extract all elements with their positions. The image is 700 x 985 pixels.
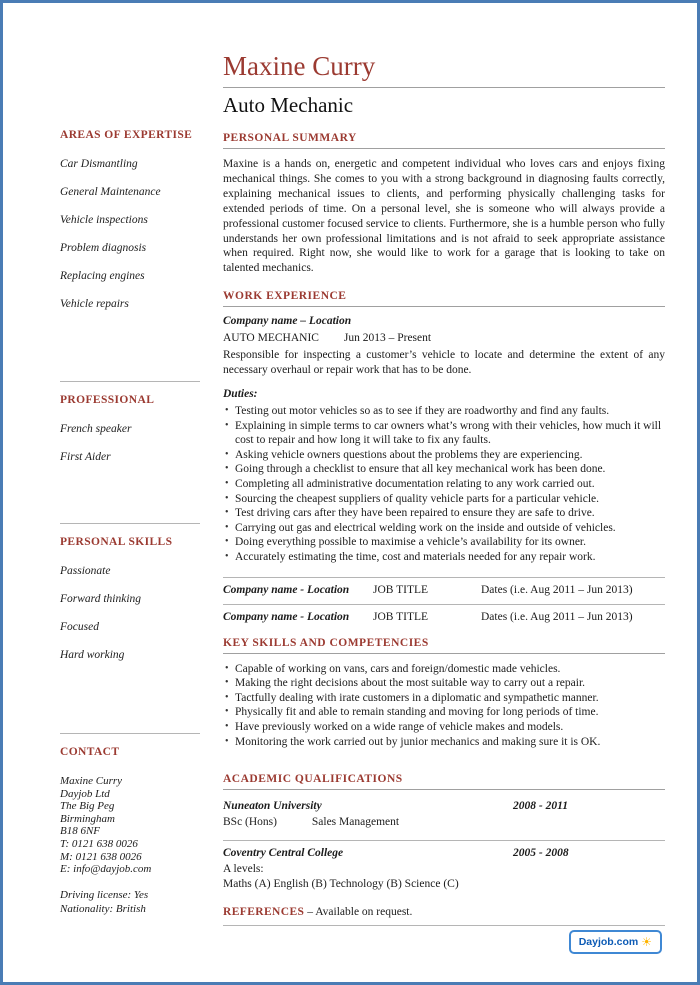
- key-skill-item: • Have previously worked on a wide range of vehicle makes and models.: [223, 720, 665, 735]
- duty-item: • Carrying out gas and electrical welding work on the inside and outside of vehicles.: [223, 521, 665, 536]
- professional-list: [60, 423, 200, 464]
- duty-item: • Explaining in simple terms to car owners what’s wrong with their vehicles, how much it will cost to repair and how long it will take to fix any faults.: [223, 419, 665, 448]
- degree-field: Sales Management: [311, 816, 400, 829]
- previous-job-row: [223, 604, 665, 623]
- personal-skill-item: Passionate: [60, 565, 111, 577]
- previous-company: Company name - Location: [223, 583, 350, 596]
- driving-license-line: Driving license: Yes: [60, 888, 149, 901]
- duty-item: • Doing everything possible to maximise a vehicle’s availability for its owner.: [223, 535, 665, 550]
- contact-line: Dayjob Ltd: [60, 787, 110, 800]
- previous-job-dates: Dates (i.e. Aug 2011 – Jun 2013): [481, 610, 633, 623]
- education-entry: [223, 800, 665, 830]
- education-entry-head: [223, 800, 665, 812]
- key-skill-item: • Tactfully dealing with irate customers in a diplomatic and sympathetic manner.: [223, 691, 665, 706]
- personal-skill-item: Focused: [60, 621, 99, 633]
- contact-line: B18 6NF: [60, 825, 101, 838]
- nationality-line: Nationality: British: [60, 902, 146, 915]
- key-skill-item: • Capable of working on vans, cars and foreign/domestic made vehicles.: [223, 662, 665, 677]
- sun-icon: ☀: [641, 935, 652, 949]
- header-divider: [223, 87, 665, 88]
- candidate-name: Maxine Curry: [223, 51, 376, 81]
- duty-item: • Test driving cars after they have been repaired to ensure they are safe to drive.: [223, 506, 665, 521]
- key-skill-item: • Physically fit and able to remain standing and moving for long periods of time.: [223, 705, 665, 720]
- duty-item: • Completing all administrative documentation relating to any work carried out.: [223, 477, 665, 492]
- dayjob-logo[interactable]: [569, 930, 662, 954]
- work-experience-section: [223, 290, 665, 622]
- education-entry-detail: [223, 815, 665, 830]
- personal-skill-item: Forward thinking: [60, 593, 142, 605]
- previous-job-row: [223, 577, 665, 596]
- contact-line: Maxine Curry: [60, 775, 123, 787]
- current-role-description: Responsible for inspecting a customer’s vehicle to locate and determine the extent of any necessary overhaul or repair work that has to be done.: [223, 349, 665, 377]
- key-skill-item: • Monitoring the work carried out by junior mechanics and making sure it is OK.: [223, 735, 665, 750]
- professional-item: First Aider: [60, 451, 111, 463]
- duty-item: • Sourcing the cheapest suppliers of quality vehicle parts for a particular vehicle.: [223, 492, 665, 507]
- duties-label: Duties:: [223, 388, 258, 401]
- contact-line: Birmingham: [60, 812, 115, 825]
- previous-job-title: JOB TITLE: [373, 610, 429, 623]
- key-skills-heading: KEY SKILLS AND COMPETENCIES: [223, 637, 665, 654]
- degree-name: BSc (Hons): [223, 816, 277, 829]
- personal-skills-list: [60, 565, 200, 662]
- school-name: Nuneaton University: [223, 800, 322, 813]
- personal-skills-heading: PERSONAL SKILLS: [60, 536, 173, 548]
- references-label: REFERENCES: [223, 905, 305, 918]
- education-entry: [223, 840, 665, 892]
- contact-line: The Big Peg: [60, 800, 115, 813]
- professional-heading: PROFESSIONAL: [60, 394, 155, 406]
- personal-summary-heading: PERSONAL SUMMARY: [223, 132, 665, 149]
- expertise-item: Vehicle repairs: [60, 298, 129, 310]
- main-column: [223, 51, 665, 926]
- expertise-heading: AREAS OF EXPERTISE: [60, 129, 193, 141]
- key-skills-list: [223, 662, 665, 750]
- expertise-list: [60, 158, 200, 311]
- academic-heading: ACADEMIC QUALIFICATIONS: [223, 773, 665, 790]
- previous-company: Company name - Location: [223, 610, 350, 623]
- sidebar-section-expertise: [60, 129, 200, 326]
- a-levels-grades: Maths (A) English (B) Technology (B) Science (C): [223, 877, 459, 890]
- candidate-job-title: Auto Mechanic: [223, 93, 354, 117]
- expertise-item: Problem diagnosis: [60, 242, 147, 254]
- duty-item: • Asking vehicle owners questions about the problems they are experiencing.: [223, 448, 665, 463]
- school-name: Coventry Central College: [223, 847, 344, 860]
- duties-list: [223, 404, 665, 565]
- key-skills-section: [223, 637, 665, 750]
- expertise-item: Car Dismantling: [60, 158, 138, 170]
- current-role-row: [223, 332, 665, 344]
- contact-mobile: M: 0121 638 0026: [60, 850, 142, 863]
- school-dates: 2008 - 2011: [513, 800, 568, 813]
- personal-summary-text: Maxine is a hands on, energetic and competent individual who loves cars and enjoys fixing mechanical things. She comes to you with a strong background in diagnosing faults correctly, explaining mechanical issues to clients, and performing physically challenging tasks for extended periods of time. On a personal level, she is someone who will always provide a professional customer focused service to clients. Furthermore, she is a humble person who fully understands her own professional limitations and is not afraid to seek appropriate assistance when required. Right now, she would like to work for a garage that is looking to take on talented mechanics.: [223, 158, 665, 275]
- current-role-title: AUTO MECHANIC: [223, 332, 319, 345]
- academic-section: [223, 773, 665, 892]
- references-row: [223, 906, 665, 926]
- expertise-item: Vehicle inspections: [60, 214, 148, 226]
- personal-skill-item: Hard working: [60, 649, 125, 661]
- education-entry-detail: [223, 862, 665, 892]
- references-text: – Available on request.: [307, 905, 413, 918]
- education-entry-head: [223, 847, 665, 859]
- contact-heading: CONTACT: [60, 746, 120, 758]
- personal-summary-section: [223, 132, 665, 276]
- duty-item: • Going through a checklist to ensure that all key mechanical work has been done.: [223, 462, 665, 477]
- contact-email: E: info@dayjob.com: [60, 863, 152, 876]
- contact-phone: T: 0121 638 0026: [60, 837, 138, 850]
- contact-extra: [60, 888, 200, 916]
- school-dates: 2005 - 2008: [513, 847, 569, 860]
- sidebar-section-professional: [60, 381, 200, 479]
- current-company-label: Company name – Location: [223, 315, 352, 328]
- current-role-dates: Jun 2013 – Present: [343, 332, 432, 345]
- sidebar-section-contact: [60, 733, 200, 916]
- expertise-item: General Maintenance: [60, 186, 161, 198]
- duty-item: • Testing out motor vehicles so as to see if they are roadworthy and find any faults.: [223, 404, 665, 419]
- professional-item: French speaker: [60, 423, 132, 435]
- previous-job-dates: Dates (i.e. Aug 2011 – Jun 2013): [481, 583, 633, 596]
- resume-header: [223, 51, 665, 118]
- previous-job-title: JOB TITLE: [373, 583, 429, 596]
- key-skill-item: • Making the right decisions about the most suitable way to carry out a repair.: [223, 676, 665, 691]
- expertise-item: Replacing engines: [60, 270, 145, 282]
- duty-item: • Accurately estimating the time, cost and materials needed for any repair work.: [223, 550, 665, 565]
- work-experience-heading: WORK EXPERIENCE: [223, 290, 665, 307]
- dayjob-logo-text: Dayjob.com: [578, 936, 639, 948]
- contact-address: [60, 775, 200, 876]
- a-levels-label: A levels:: [223, 863, 264, 876]
- sidebar-section-personal-skills: [60, 523, 200, 677]
